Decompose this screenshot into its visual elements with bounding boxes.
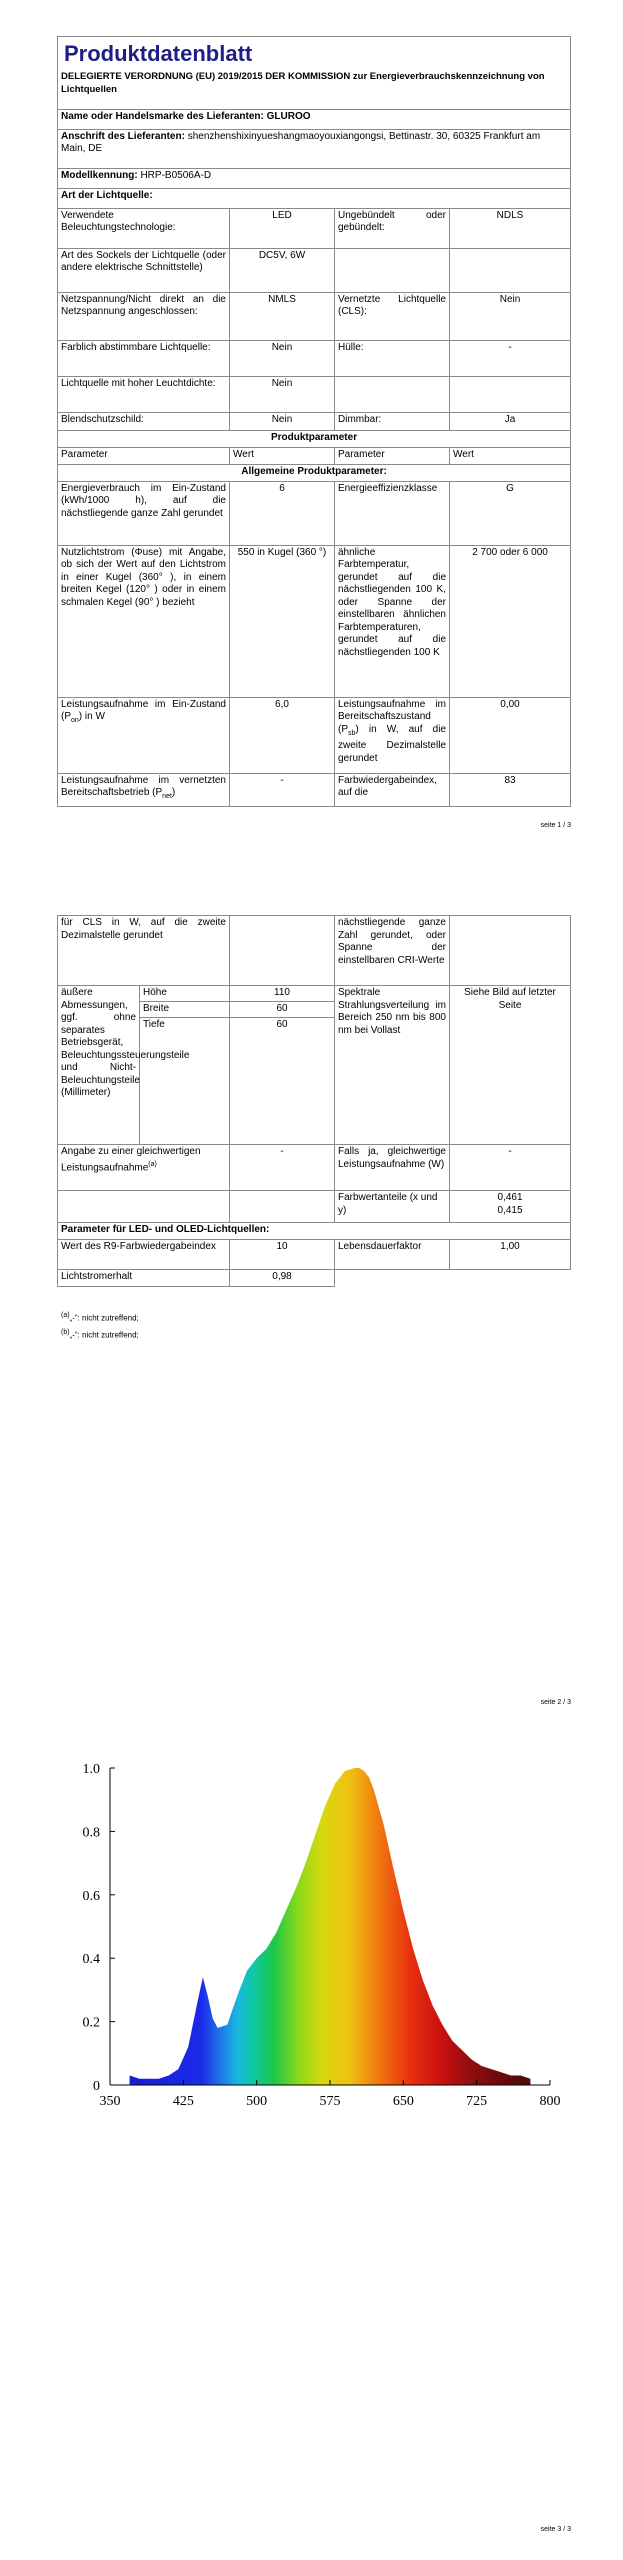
- led-params-heading: Parameter für LED- und OLED-Lichtquellen:: [58, 1223, 571, 1240]
- model-id: HRP-B0506A-D: [140, 169, 212, 181]
- lifetime-label: Lebensdauerfaktor: [335, 1240, 450, 1270]
- connected-label: Vernetzte Lichtquelle (CLS):: [335, 292, 450, 340]
- equiv-label: Angabe zu einer gleichwertigen Leistungsaufnahme$^{(a)}$: [58, 1145, 230, 1191]
- maint-value: 0,98: [230, 1270, 335, 1287]
- x-tick-label-500: 500: [246, 2094, 268, 2109]
- datasheet-table-2: [57, 915, 571, 1287]
- page-3: [0, 1698, 623, 2560]
- color-tunable-value: Nein: [230, 340, 335, 376]
- footnote-b: $^{(b)}$„-“: nicht zutreffend;: [61, 1329, 139, 1340]
- supplier-name: GLUROO: [266, 110, 311, 122]
- page-2: [0, 845, 623, 1706]
- cap-label: Art des Sockels der Lichtquelle (oder andere elektrische Schnittstelle): [58, 248, 230, 292]
- cct-label: ähnliche Farbtemperatur, gerundet auf die nächstliegenden 100 K, oder Spanne der einstellbaren ähnlichen Farbtemperaturen, gerundet auf die nächstliegenden 100 K: [335, 545, 450, 697]
- depth-label: Tiefe: [140, 1018, 230, 1145]
- address-label: Anschrift des Lieferanten:: [61, 130, 185, 142]
- equiv-power-value: -: [450, 1145, 571, 1191]
- pnet-label-part2: für CLS in W, auf die zweite Dezimalstelle gerundet: [58, 916, 230, 986]
- tech-value: LED: [230, 208, 335, 248]
- page-number-2: seite 2 / 3: [540, 1699, 571, 1706]
- y-tick-label-0.4: 0.4: [82, 1952, 100, 1968]
- col-value-2: Wert: [450, 447, 571, 464]
- antiglare-value: Nein: [230, 412, 335, 430]
- x-tick-label-800: 800: [539, 2094, 561, 2109]
- cri-value: 83: [450, 773, 571, 806]
- y-tick-label-0.2: 0.2: [82, 2015, 100, 2031]
- pnet-label-part1: Leistungsaufnahme im vernetzten Bereitschaftsbetrieb $(P_{net})$: [58, 773, 230, 806]
- lifetime-value: 1,00: [450, 1240, 571, 1270]
- chroma-label: Farbwertanteile (x und y): [335, 1191, 450, 1223]
- page-number-3: seite 3 / 3: [540, 2526, 571, 2533]
- model-row: [58, 168, 571, 188]
- spectrum-area: [130, 1768, 531, 2085]
- maint-label: Lichtstromerhalt: [58, 1270, 230, 1287]
- envelope-value: -: [450, 340, 571, 376]
- general-params-heading: Allgemeine Produktparameter:: [58, 464, 571, 481]
- plot-area: [83, 1762, 561, 2109]
- nondirected-label: Ungebündelt oder gebündelt:: [335, 208, 450, 248]
- psb-value: 0,00: [450, 697, 571, 773]
- height-value: 110: [230, 986, 335, 1002]
- supplier-address-row: [58, 129, 571, 168]
- x-tick-label-650: 650: [392, 2094, 414, 2109]
- col-param-1: Parameter: [58, 447, 230, 464]
- color-tunable-label: Farblich abstimmbare Lichtquelle:: [58, 340, 230, 376]
- width-label: Breite: [140, 1002, 230, 1018]
- tech-label: Verwendete Beleuchtungstechnologie:: [58, 208, 230, 248]
- light-source-type-heading: Art der Lichtquelle:: [58, 188, 571, 208]
- dimmable-value: Ja: [450, 412, 571, 430]
- product-params-heading: Produktparameter: [58, 430, 571, 447]
- flux-value: 550 in Kugel (360 °): [230, 545, 335, 697]
- cap-value: DC5V, 6W: [230, 248, 335, 292]
- pon-label: Leistungsaufnahme im Ein-Zustand $(P_{on})$ in W: [58, 697, 230, 773]
- supplier-address: shenzhenshixinyueshangmaoyouxiangongsi, Bettinastr. 30, 60325 Frankfurt am Main, DE: [61, 130, 541, 154]
- equiv-value: -: [230, 1145, 335, 1191]
- high-lum-label: Lichtquelle mit hoher Leuchtdichte:: [58, 376, 230, 412]
- r9-value: 10: [230, 1240, 335, 1270]
- energy-label: Energieverbrauch im Ein-Zustand (kWh/1000 h), auf die nächstliegende ganze Zahl gerundet: [58, 481, 230, 545]
- col-value-1: Wert: [230, 447, 335, 464]
- page-1: [0, 0, 623, 845]
- nondirected-value: NDLS: [450, 208, 571, 248]
- y-tick-label-1.0: 1.0: [82, 1762, 100, 1777]
- mains-value: NMLS: [230, 292, 335, 340]
- x-tick-label-575: 575: [319, 2094, 341, 2109]
- chroma-values: [450, 1191, 571, 1223]
- supplier-name-row: [58, 109, 571, 129]
- equiv-power-label: Falls ja, gleichwertige Leistungsaufnahme (W): [335, 1145, 450, 1191]
- regulation-text: DELEGIERTE VERORDNUNG (EU) 2019/2015 DER KOMMISSION zur Energieverbrauchskennzeichnung von Lichtquellen: [58, 70, 571, 109]
- page-number-1: seite 1 / 3: [540, 822, 571, 829]
- psb-label: Leistungsaufnahme im Bereitschaftszustand $(P_{sb})$ in W, auf die zweite Dezimalstelle gerundet: [335, 697, 450, 773]
- height-label: Höhe: [140, 986, 230, 1002]
- high-lum-value: Nein: [230, 376, 335, 412]
- spd-value: Siehe Bild auf letzter Seite: [450, 986, 571, 1145]
- dim-label: äußere Abmessungen, ggf. ohne separates Betriebsgerät, Beleuchtungssteuerungsteile und Nicht-Beleuchtungsteile (Millimeter): [58, 986, 140, 1145]
- dimmable-label: Dimmbar:: [335, 412, 450, 430]
- mains-label: Netzspannung/Nicht direkt an die Netzspannung angeschlossen:: [58, 292, 230, 340]
- width-value: 60: [230, 1002, 335, 1018]
- cct-value: 2 700 oder 6 000: [450, 545, 571, 697]
- y-tick-label-0.8: 0.8: [82, 1825, 100, 1841]
- x-tick-label-725: 725: [466, 2094, 488, 2109]
- doc-title: Produktdatenblatt: [58, 37, 571, 71]
- chroma-y: 0,415: [497, 1204, 523, 1216]
- eec-label: Energieeffizienzklasse: [335, 481, 450, 545]
- cri-label-part2: nächstliegende ganze Zahl gerundet, oder Spanne der einstellbaren CRI-Werte: [335, 916, 450, 986]
- spectrum-chart: [60, 1760, 570, 2120]
- depth-value: 60: [230, 1018, 335, 1145]
- eec-value: G: [450, 481, 571, 545]
- datasheet-table-1: [57, 36, 571, 807]
- model-label: Modellkennung:: [61, 169, 138, 181]
- energy-value: 6: [230, 481, 335, 545]
- supplier-name-label: Name oder Handelsmarke des Lieferanten:: [61, 110, 264, 122]
- y-tick-label-0: 0: [93, 2079, 100, 2094]
- flux-label: Nutzlichtstrom (Φuse) mit Angabe, ob sich der Wert auf den Lichtstrom in einer Kugel (360° ), in einem breiten Kegel (120° ) oder in einem schmalen Kegel (90° ) bezieht: [58, 545, 230, 697]
- col-param-2: Parameter: [335, 447, 450, 464]
- y-tick-label-0.6: 0.6: [82, 1888, 100, 1904]
- footnote-a: $^{(a)}$„-“: nicht zutreffend;: [61, 1312, 139, 1323]
- pon-value: 6,0: [230, 697, 335, 773]
- x-tick-label-350: 350: [99, 2094, 121, 2109]
- envelope-label: Hülle:: [335, 340, 450, 376]
- r9-label: Wert des R9-Farbwiedergabeindex: [58, 1240, 230, 1270]
- connected-value: Nein: [450, 292, 571, 340]
- cri-label-part1: Farbwiedergabeindex, auf die: [335, 773, 450, 806]
- x-tick-label-425: 425: [172, 2094, 194, 2109]
- spd-label: Spektrale Strahlungsverteilung im Bereich 250 nm bis 800 nm bei Vollast: [335, 986, 450, 1145]
- pnet-value: -: [230, 773, 335, 806]
- antiglare-label: Blendschutzschild:: [58, 412, 230, 430]
- chroma-x: 0,461: [497, 1192, 523, 1203]
